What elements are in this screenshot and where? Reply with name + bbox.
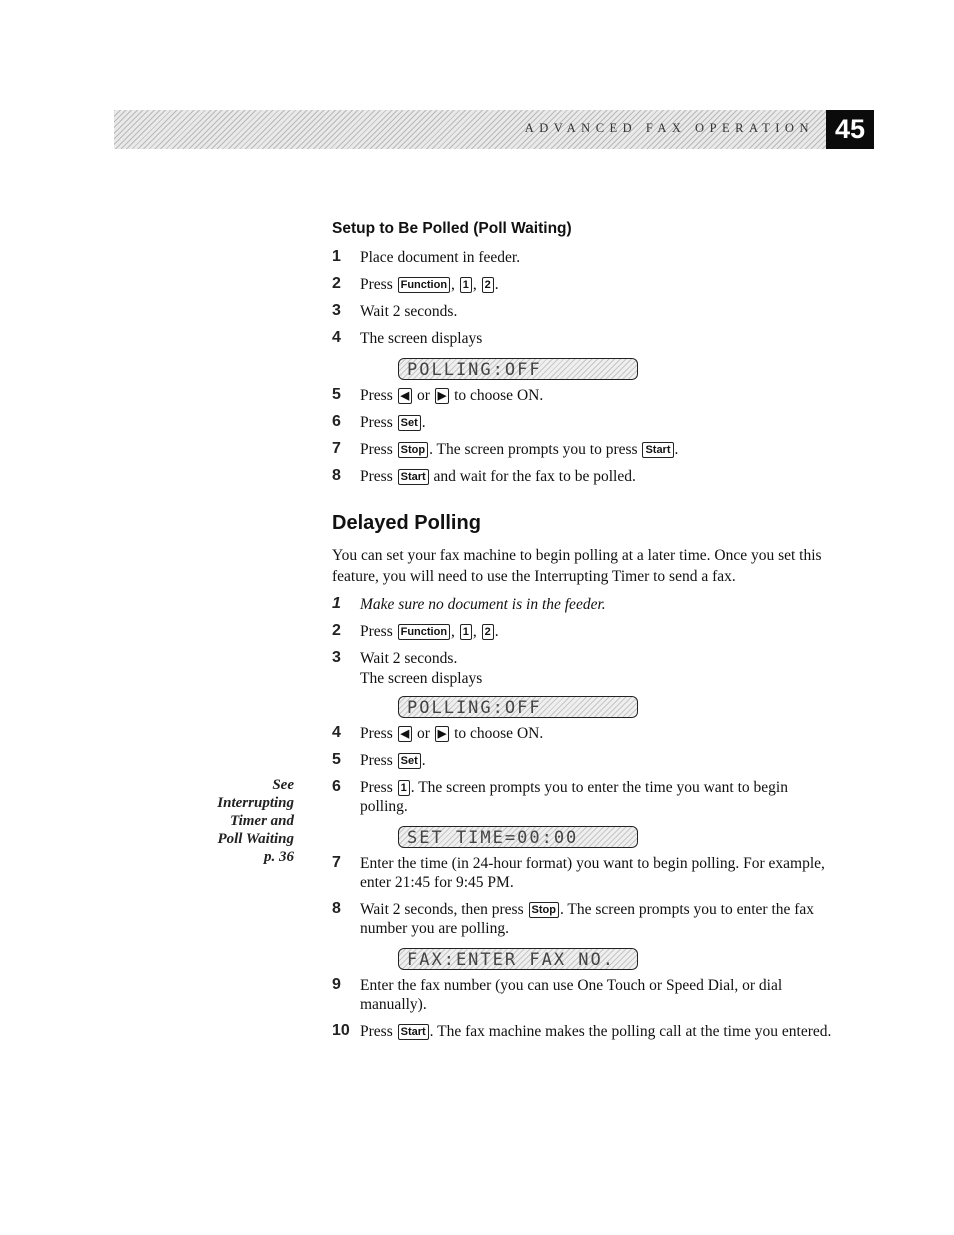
delayed-step: 9 Enter the fax number (you can use One Touch or Speed Dial, or dial manually). [332,976,783,1013]
delayed-step: 5 Press Set . [332,751,426,769]
set-key: Set [398,415,421,431]
right-arrow-key: ▶ [435,726,449,742]
setup-step: 6 Press Set . [332,413,426,431]
lcd-display: FAX:ENTER FAX NO. [398,948,638,970]
stop-key: Stop [398,442,428,458]
main-content [332,220,832,1049]
setup-step: 7 Press Stop . The screen prompts you to press Start . [332,440,679,458]
setup-heading: Setup to Be Polled (Poll Waiting) [332,220,572,237]
stop-key: Stop [529,902,559,918]
function-key: Function [398,624,450,640]
delayed-step: 7 Enter the time (in 24-hour format) you want to begin polling. For example, enter 21:45 for 9:45 PM. [332,854,825,891]
setup-step: 3 Wait 2 seconds. [332,302,458,320]
start-key: Start [398,1024,429,1040]
left-arrow-key: ◀ [398,388,412,404]
start-key: Start [642,442,673,458]
key-1: 1 [460,277,472,293]
setup-step: 8 Press Start and wait for the fax to be polled. [332,467,636,485]
setup-step: 2 Press Function , 1 , 2 . [332,275,499,293]
delayed-step: 10 Press Start . The fax machine makes the polling call at the time you entered. [332,1022,832,1040]
delayed-step-cont: The screen displays [360,670,483,687]
section-label: ADVANCED FAX OPERATION [524,121,814,135]
right-arrow-key: ▶ [435,388,449,404]
delayed-step: 4 Press ◀ or ▶ to choose ON. [332,724,544,742]
delayed-heading: Delayed Polling [332,512,481,534]
key-2: 2 [482,624,494,640]
set-key: Set [398,753,421,769]
setup-step: 4 The screen displays [332,329,483,347]
key-2: 2 [482,277,494,293]
start-key: Start [398,469,429,485]
setup-step: 5 Press ◀ or ▶ to choose ON. [332,386,544,404]
delayed-step: 2 Press Function , 1 , 2 . [332,622,499,640]
delayed-step: 3 Wait 2 seconds. [332,649,458,667]
intro-paragraph: You can set your fax machine to begin polling at a later time. Once you set this feature, you will need to use the Interrupting Timer to send a fax. [332,547,822,585]
delayed-step: 1 Make sure no document is in the feeder. [332,595,606,613]
function-key: Function [398,277,450,293]
key-1: 1 [398,780,410,796]
lcd-display: POLLING:OFF [398,696,638,718]
left-arrow-key: ◀ [398,726,412,742]
delayed-step: 6 Press 1 . The screen prompts you to enter the time you want to begin polling. [332,778,788,815]
page-number: 45 [826,110,874,149]
sidenote: See Interrupting Timer and Poll Waiting p. 36 [217,777,294,865]
lcd-display: SET TIME=00:00 [398,826,638,848]
setup-step: 1 Place document in feeder. [332,248,521,266]
key-1: 1 [460,624,472,640]
lcd-display: POLLING:OFF [398,358,638,380]
delayed-step: 8 Wait 2 seconds, then press Stop . The screen prompts you to enter the fax number you are polling. [332,900,815,937]
